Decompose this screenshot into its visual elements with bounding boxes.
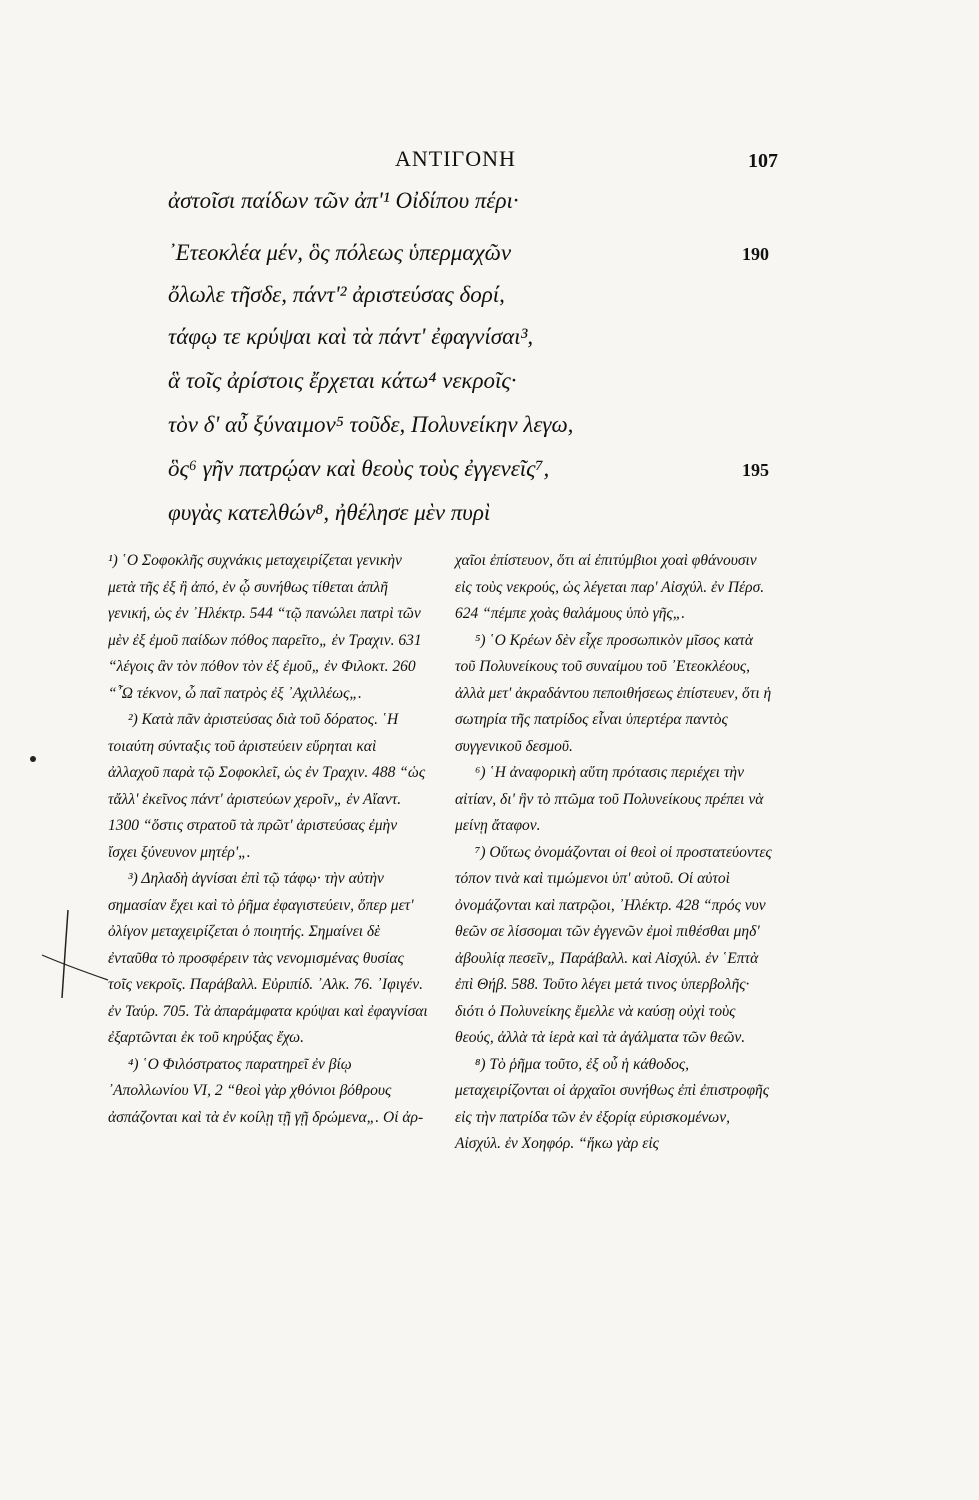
- verse-line: ὄλωλε τῆσδε, πάντ'² ἀριστεύσας δορί,: [168, 282, 505, 307]
- verse-line: ᾿Ετεοκλέα μέν, ὃς πόλεως ὑπερμαχῶν: [168, 240, 512, 265]
- footnotes-right-column: [455, 548, 775, 1158]
- line-number: 190: [742, 244, 769, 264]
- footnote: ⁵) ῾Ο Κρέων δὲν εἶχε προσωπικὸν μῖσος κατὰ τοῦ Πολυνείκους τοῦ συναίμου τοῦ ᾿Ετεοκλέους, ἀλλὰ μετ' ἀκραδάντου πεποιθήσεως ἐπίστευεν, ὅτι ἡ σωτηρία τῆς πατρίδος εἶναι ὑπερτέρα παντὸς συγγενικοῦ δεσμοῦ.: [455, 631, 772, 755]
- margin-dot: [30, 756, 36, 762]
- verse-line: ὃς⁶ γῆν πατρῴαν καὶ θεοὺς τοὺς ἐγγενεῖς⁷,: [168, 456, 550, 481]
- running-title: ΑΝΤΙΓΟΝΗ: [395, 146, 516, 171]
- footnote: ⁴) ῾Ο Φιλόστρατος παρατηρεῖ ἐν βίῳ ᾿Απολλωνίου VI, 2 “θεοὶ γὰρ χθόνιοι βόθρους ἀσπάζονται καὶ τὰ ἐν κοίλῃ τῇ γῇ δρώμενα„. Οἱ ἀρ-: [108, 1055, 424, 1126]
- verse-line: ἃ τοῖς ἀρίστοις ἔρχεται κάτω⁴ νεκροῖς·: [168, 368, 517, 393]
- verse-line: φυγὰς κατελθών⁸, ἠθέλησε μὲν πυρὶ: [168, 500, 491, 525]
- footnotes-left-column: [108, 548, 428, 1131]
- verse-line: τάφῳ τε κρύψαι καὶ τὰ πάντ' ἐφαγνίσαι³,: [168, 324, 534, 349]
- footnote: ⁷) Οὕτως ὀνομάζονται οἱ θεοὶ οἱ προστατεύοντες τόπον τινὰ καὶ τιμώμενοι ὑπ' αὐτοῦ. Οἱ αὐτοὶ ὀνομάζονται καὶ πατρῷοι, ᾿Ηλέκτρ. 428 “πρός νυν θεῶν σε λίσσομαι τῶν ἐγγενῶν ἐμοὶ πιθέσθαι μηδ' ἀβουλίᾳ πεσεῖν„ Παράβαλλ. καὶ Αἰσχύλ. ἐν ῾Επτὰ ἐπὶ Θήβ. 588. Τοῦτο λέγει μετά τινος ὑπερβολῆς· διότι ὁ Πολυνείκης ἔμελλε νὰ καύσῃ οὐχὶ τοὺς θεούς, ἀλλὰ τὰ ἱερὰ καὶ τὰ ἀγάλματα τῶν θεῶν.: [455, 843, 772, 1046]
- footnote: ¹) ῾Ο Σοφοκλῆς συχνάκις μεταχειρίζεται γενικὴν μετὰ τῆς ἐξ ἢ ἀπό, ἐν ᾧ συνήθως τίθεται ἁπλῆ γενική, ὡς ἐν ᾿Ηλέκτρ. 544 “τῷ πανώλει πατρὶ τῶν μὲν ἐξ ἐμοῦ παίδων πόθος παρεῖτο„ ἐν Τραχιν. 631 “λέγοις ἂν τὸν πόθον τὸν ἐξ ἐμοῦ„ ἐν Φιλοκτ. 260 “῏Ω τέκνον, ὦ παῖ πατρὸς ἐξ ᾿Αχιλλέως„.: [108, 552, 422, 702]
- line-number: 195: [742, 460, 769, 480]
- footnote: ²) Κατὰ πᾶν ἀριστεύσας διὰ τοῦ δόρατος. ῾Η τοιαύτη σύνταξις τοῦ ἀριστεύειν εὕρηται καὶ ἀλλαχοῦ παρὰ τῷ Σοφοκλεῖ, ὡς ἐν Τραχιν. 488 “ὡς τἄλλ' ἐκεῖνος πάντ' ἀριστεύων χεροῖν„ ἐν Αἴαντ. 1300 “ὅστις στρατοῦ τὰ πρῶτ' ἀριστεύσας ἐμὴν ἴσχει ξύνευνον μητέρ'„.: [108, 711, 426, 861]
- footnote: ⁶) ῾Η ἀναφορικὴ αὕτη πρότασις περιέχει τὴν αἰτίαν, δι' ἣν τὸ πτῶμα τοῦ Πολυνείκους πρέπει νὰ μείνῃ ἄταφον.: [455, 764, 764, 834]
- page-number: 107: [748, 150, 778, 172]
- footnote: ³) Δηλαδὴ ἁγνίσαι ἐπὶ τῷ τάφῳ· τὴν αὐτὴν σημασίαν ἔχει καὶ τὸ ῥῆμα ἐφαγιστεύειν, ὅπερ μετ' ὀλίγον μεταχειρίζεται ὁ ποιητής. Σημαίνει δὲ ἐνταῦθα τὸ προσφέρειν τὰς νενομισμένας θυσίας τοῖς νεκροῖς. Παράβαλλ. Εὐριπίδ. ᾿Αλκ. 76. ᾿Ιφιγέν. ἐν Ταύρ. 705. Τὰ ἀπαράμφατα κρύψαι καὶ ἐφαγνίσαι ἐξαρτῶνται ἐκ τοῦ κηρύξας ἔχω.: [108, 870, 428, 1046]
- verse-line: ἀστοῖσι παίδων τῶν ἀπ'¹ Οἰδίπου πέρι·: [168, 188, 519, 213]
- pencil-mark-icon: [40, 910, 110, 1000]
- footnote: χαῖοι ἐπίστευον, ὅτι αἱ ἐπιτύμβιοι χοαὶ φθάνουσιν εἰς τοὺς νεκρούς, ὡς λέγεται παρ' Αἰσχύλ. ἐν Πέρσ. 624 “πέμπε χοὰς θαλάμους ὑπὸ γῆς„.: [455, 552, 765, 622]
- verse-line: τὸν δ' αὖ ξύναιμον⁵ τοῦδε, Πολυνείκην λεγω,: [168, 412, 574, 437]
- footnote: ⁸) Τὸ ῥῆμα τοῦτο, ἐξ οὗ ἡ κάθοδος, μεταχειρίζονται οἱ ἀρχαῖοι συνήθως ἐπὶ ἐπιστροφῆς εἰς τὴν πατρίδα τῶν ἐν ἐξορίᾳ εὑρισκομένων, Αἰσχύλ. ἐν Χοηφόρ. “ἥκω γὰρ εἰς: [455, 1055, 770, 1152]
